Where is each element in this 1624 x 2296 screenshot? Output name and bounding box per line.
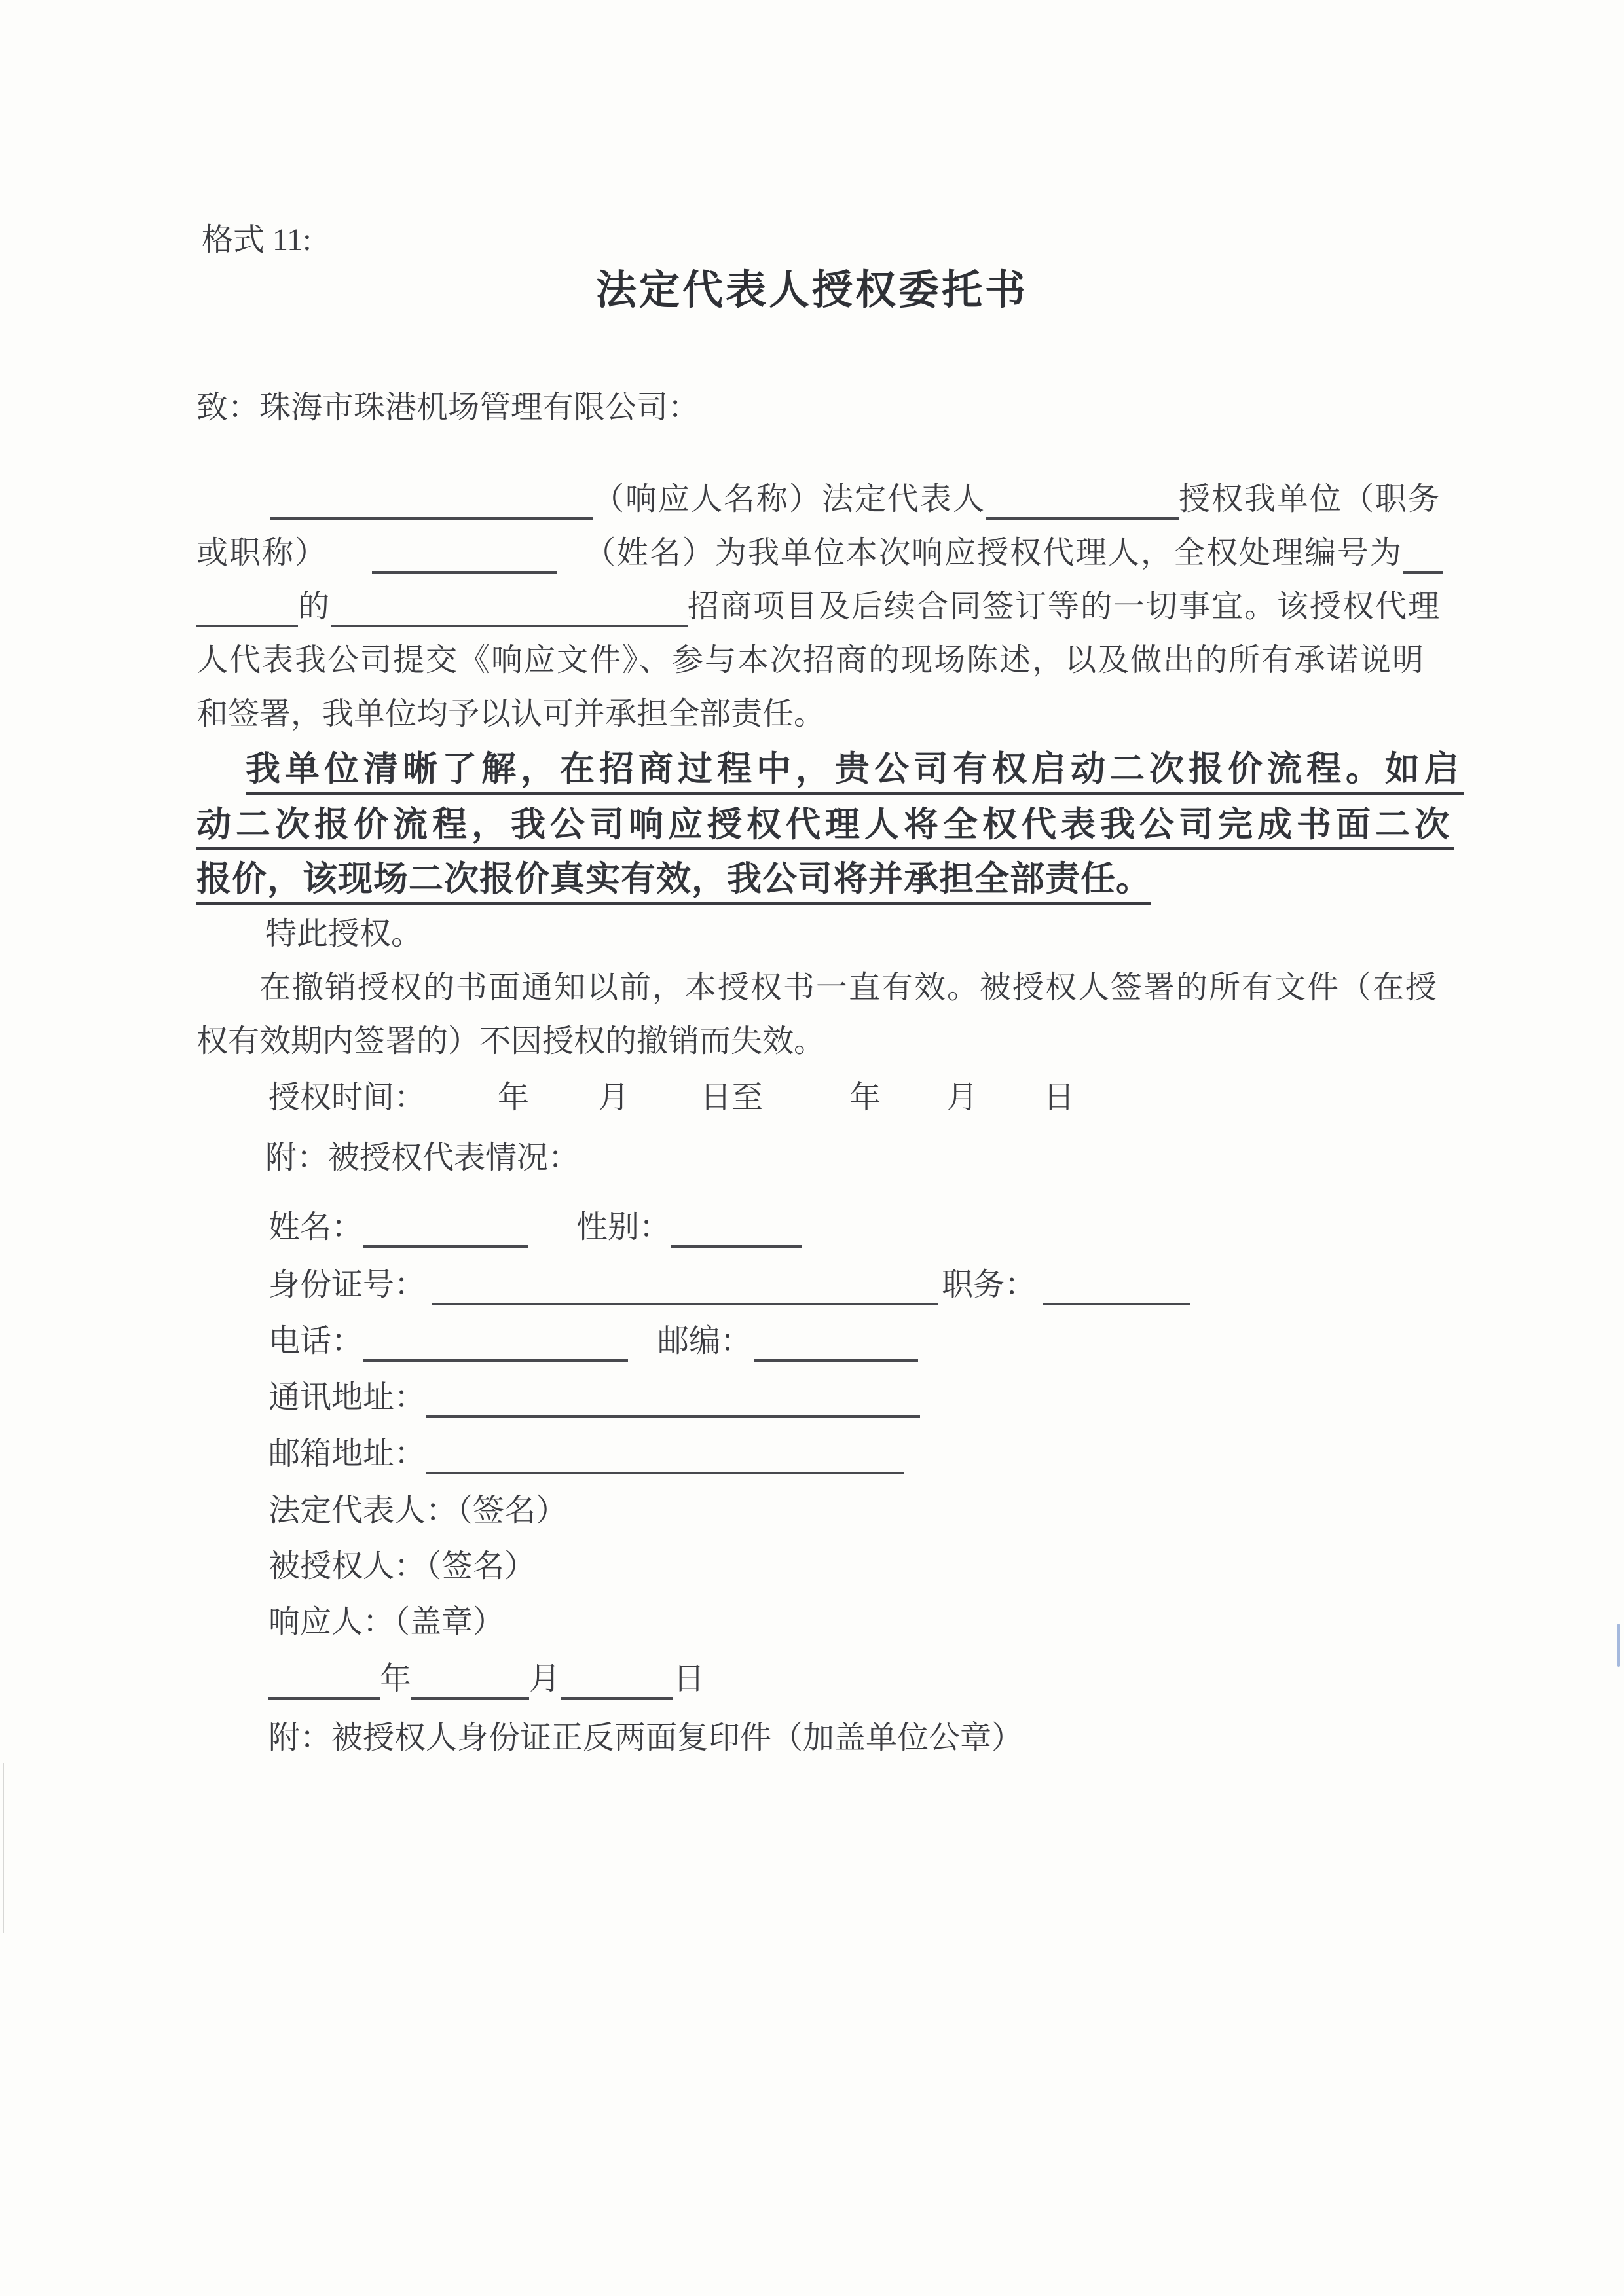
blank-mail-address: [426, 1381, 920, 1418]
para1-line4: 人代表我公司提交《响应文件》、参与本次招商的现场陈述，以及做出的所有承诺说明: [196, 643, 1426, 678]
phone-label: 电话：: [268, 1324, 363, 1358]
legal-rep-signature-line: 法定代表人：（签名）: [268, 1493, 568, 1528]
scan-edge-artifact-left: [3, 1763, 4, 1933]
blank-date-month: [411, 1663, 529, 1700]
blank-agent-title: [372, 537, 557, 574]
blank-legal-rep-name: [986, 483, 1179, 520]
field-row-id-position: [268, 1265, 1190, 1305]
date-month-label: 月: [529, 1662, 561, 1696]
blank-name: [363, 1211, 528, 1248]
authorization-time-line: [268, 1078, 1075, 1118]
para1-line2: [196, 533, 1443, 574]
postcode-label: 邮编：: [657, 1324, 752, 1358]
bold-notice-line2-text: 动二次报价流程，我公司响应授权代理人将全权代表我公司完成书面二次: [196, 806, 1454, 850]
mail-address-label: 通讯地址：: [268, 1380, 426, 1415]
auth-time-month1: 月: [598, 1080, 630, 1115]
blank-date-day: [561, 1663, 673, 1700]
para1-line5: 和签署，我单位均予以认可并承担全部责任。: [196, 697, 826, 731]
auth-time-label: 授权时间：: [268, 1080, 426, 1115]
date-year-label: 年: [380, 1662, 412, 1696]
blank-project-name: [331, 591, 688, 627]
para1-line3: [196, 587, 1441, 627]
authorized-signature-line: 被授权人：（签名）: [268, 1549, 536, 1584]
rep-info-heading: 附：被授权代表情况：: [265, 1140, 580, 1175]
para1-line3-text-a: 的: [298, 589, 331, 624]
bold-notice-line3: [196, 856, 1151, 902]
scan-edge-artifact-right: [1617, 1624, 1620, 1667]
bold-notice-line1: [196, 746, 1464, 792]
para1-line1-text-b: 授权我单位（职务: [1179, 482, 1441, 517]
blank-position: [1043, 1269, 1190, 1305]
auth-time-year2: 年: [849, 1080, 881, 1115]
auth-time-year1: 年: [498, 1080, 530, 1115]
para1-line1: [196, 479, 1441, 520]
field-row-phone-postcode: [268, 1321, 918, 1362]
blank-phone: [363, 1325, 628, 1362]
date-day-label: 日: [673, 1662, 705, 1696]
bold-notice-line1-text: 我单位清晰了解，在招商过程中，贵公司有权启动二次报价流程。如启: [246, 750, 1464, 795]
footer-note: 附：被授权人身份证正反两面复印件（加盖单位公章）: [268, 1721, 1024, 1755]
para1-line3-text-b: 招商项目及后续合同签订等的一切事宜。该授权代理: [688, 589, 1441, 624]
para1-line2-text-a: 或职称）: [196, 536, 328, 570]
validity-line2: 权有效期内签署的）不因授权的撤销而失效。: [196, 1024, 826, 1059]
salutation-line: 致：珠海市珠港机场管理有限公司：: [196, 390, 700, 425]
email-label: 邮箱地址：: [268, 1436, 426, 1471]
position-label: 职务：: [942, 1267, 1037, 1302]
respondent-seal-line: 响应人：（盖章）: [268, 1605, 505, 1639]
blank-date-year: [268, 1663, 380, 1700]
field-row-email: [268, 1434, 904, 1474]
blank-email: [426, 1438, 904, 1474]
validity-line1: 在撤销授权的书面通知以前，本授权书一直有效。被授权人签署的所有文件（在授: [259, 970, 1439, 1005]
blank-id-number: [432, 1269, 938, 1305]
date-line: [268, 1659, 705, 1700]
blank-project-number-start: [1403, 537, 1443, 574]
document-title: 法定代表人授权委托书: [595, 268, 1028, 313]
auth-time-day2: 日: [1043, 1080, 1075, 1115]
auth-time-day1: 日至: [700, 1080, 764, 1115]
blank-respondent-name: [270, 483, 593, 520]
gender-label: 性别：: [576, 1210, 671, 1245]
field-row-mail-address: [268, 1377, 920, 1418]
format-label: 格式 11:: [202, 223, 312, 257]
para1-line1-text-a: （响应人名称）法定代表人: [593, 482, 986, 517]
blank-project-number-end: [196, 591, 298, 627]
blank-gender: [671, 1211, 802, 1248]
auth-time-month2: 月: [946, 1080, 978, 1115]
id-number-label: 身份证号：: [268, 1267, 426, 1302]
grant-line: 特此授权。: [265, 917, 423, 951]
bold-notice-line3-text: 报价，该现场二次报价真实有效，我公司将并承担全部责任。: [196, 860, 1151, 905]
name-label: 姓名：: [268, 1210, 363, 1245]
para1-line2-text-b: （姓名）为我单位本次响应授权代理人，全权处理编号为: [584, 536, 1403, 570]
field-row-name-gender: [268, 1207, 802, 1248]
bold-notice-line2: [196, 802, 1454, 848]
blank-postcode: [754, 1325, 918, 1362]
